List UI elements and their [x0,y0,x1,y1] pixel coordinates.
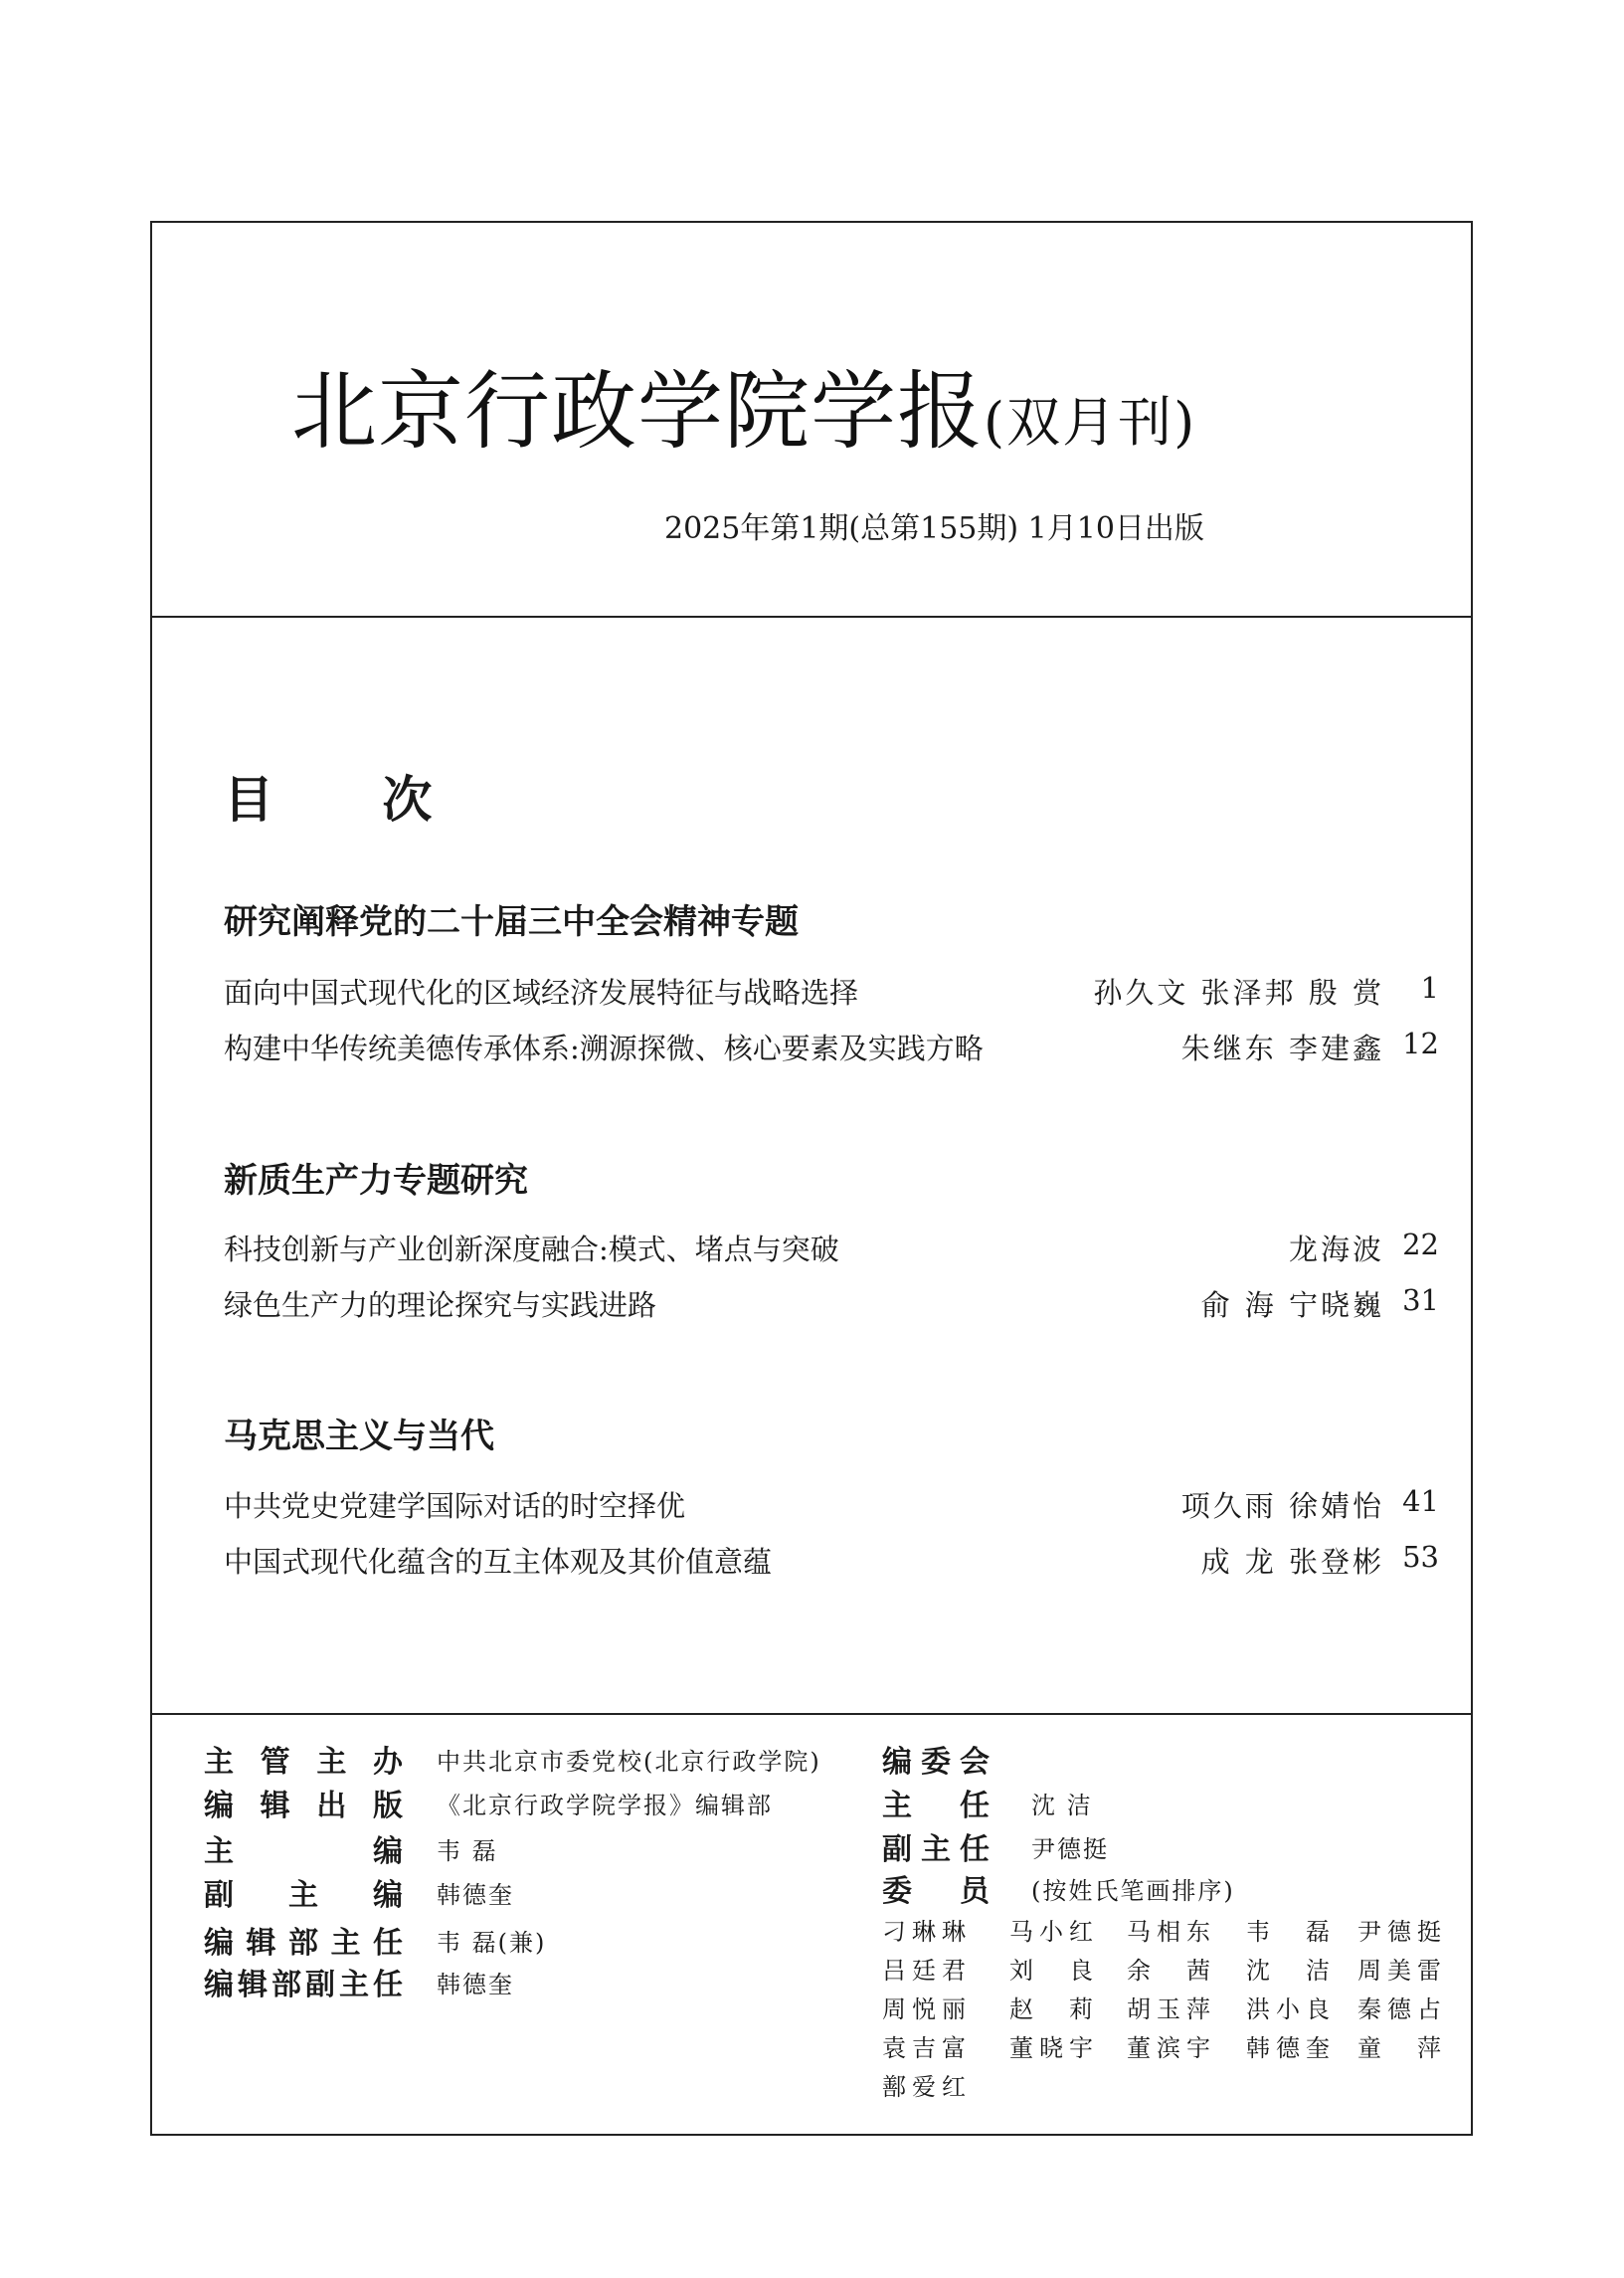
section-title: 马克思主义与当代 [224,1417,494,1456]
toc-entry[interactable] [224,1540,1439,1582]
committee-member: 秦德占 [1357,1995,1441,2023]
committee-members-label: 委员 [882,1874,990,1909]
journal-frequency: (双月刊) [984,391,1197,454]
article-title[interactable]: 科技创新与产业创新深度融合:模式、堵点与突破 [224,1233,839,1266]
committee-deputy-label: 副主任 [882,1832,990,1867]
committee-member: 洪小良 [1246,1995,1330,2023]
toc-entry[interactable] [224,971,1439,1013]
committee-member: 吕廷君 [882,1957,966,1985]
toc-entry[interactable] [224,1228,1439,1269]
masthead-value: 中共北京市委党校(北京行政学院) [437,1748,821,1776]
committee-member: 胡玉萍 [1127,1995,1210,2023]
masthead-label: 编辑出版 [204,1789,403,1823]
toc-entry[interactable] [224,1027,1439,1068]
article-authors: 孙久文 张泽邦 殷 赏 [1093,976,1384,1010]
section-title: 研究阐释党的二十届三中全会精神专题 [224,902,799,942]
article-title[interactable]: 面向中国式现代化的区域经济发展特征与战略选择 [224,976,859,1010]
committee-member: 韦磊 [1246,1918,1330,1946]
committee-title: 编委会 [882,1745,990,1780]
committee-director-label: 主任 [882,1789,990,1823]
toc-entry[interactable] [224,1484,1439,1526]
committee-member: 刘良 [1009,1957,1093,1985]
article-page: 41 [1402,1484,1439,1518]
toc-heading: 目 次 [224,771,478,829]
article-page: 53 [1402,1540,1439,1574]
article-title[interactable]: 绿色生产力的理论探究与实践进路 [224,1288,657,1322]
masthead-label: 副主编 [204,1878,403,1913]
committee-member: 刁琳琳 [882,1918,966,1946]
committee-member: 董晓宇 [1009,2034,1093,2062]
article-page: 12 [1402,1027,1439,1060]
committee-member: 鄯爱红 [882,2073,966,2101]
article-page: 1 [1420,971,1439,1005]
committee-member: 周美雷 [1357,1957,1441,1985]
article-authors: 成 龙 张登彬 [1200,1545,1384,1579]
committee-member: 尹德挺 [1357,1918,1441,1946]
committee-member: 沈洁 [1246,1957,1330,1985]
masthead-value: 韦 磊(兼) [437,1929,547,1957]
committee-member: 袁吉富 [882,2034,966,2062]
toc-entry[interactable] [224,1283,1439,1325]
divider-masthead [152,1713,1471,1715]
committee-member: 董滨宇 [1127,2034,1210,2062]
committee-member: 余茜 [1127,1957,1210,1985]
journal-name: 北京行政学院学报 [291,362,984,462]
committee-member: 韩德奎 [1246,2034,1330,2062]
divider-header [152,616,1471,618]
journal-title [291,342,1196,466]
masthead-value: 《北京行政学院学报》编辑部 [437,1792,773,1819]
committee-member: 童萍 [1357,2034,1441,2062]
masthead-value: 韩德奎 [437,1881,514,1909]
masthead-label: 编辑部副主任 [204,1968,403,2002]
committee-deputy: 尹德挺 [1031,1835,1109,1863]
committee-members-note: (按姓氏笔画排序) [1031,1877,1235,1905]
committee-director: 沈 洁 [1031,1792,1093,1819]
masthead-label: 编辑部主任 [204,1926,403,1961]
masthead-value: 韩德奎 [437,1971,514,1998]
committee-member: 周悦丽 [882,1995,966,2023]
article-title[interactable]: 中国式现代化蕴含的互主体观及其价值意蕴 [224,1545,773,1579]
page-frame [150,221,1473,2136]
article-authors: 俞 海 宁晓巍 [1200,1288,1384,1322]
article-authors: 项久雨 徐婧怡 [1180,1489,1384,1523]
article-authors: 朱继东 李建鑫 [1180,1032,1384,1065]
article-page: 22 [1402,1228,1439,1261]
article-page: 31 [1402,1283,1439,1317]
article-title[interactable]: 构建中华传统美德传承体系:溯源探微、核心要素及实践方略 [224,1032,984,1065]
committee-member: 马小红 [1009,1918,1093,1946]
article-title[interactable]: 中共党史党建学国际对话的时空择优 [224,1489,686,1523]
article-authors: 龙海波 [1288,1233,1384,1266]
issue-line: 2025年第1期(总第155期) 1月10日出版 [664,511,1204,546]
committee-member: 赵莉 [1009,1995,1093,2023]
masthead-label: 主管主办 [204,1745,403,1780]
section-title: 新质生产力专题研究 [224,1161,528,1201]
committee-member: 马相东 [1127,1918,1210,1946]
masthead-label: 主编 [204,1834,403,1869]
masthead-value: 韦 磊 [437,1837,498,1865]
